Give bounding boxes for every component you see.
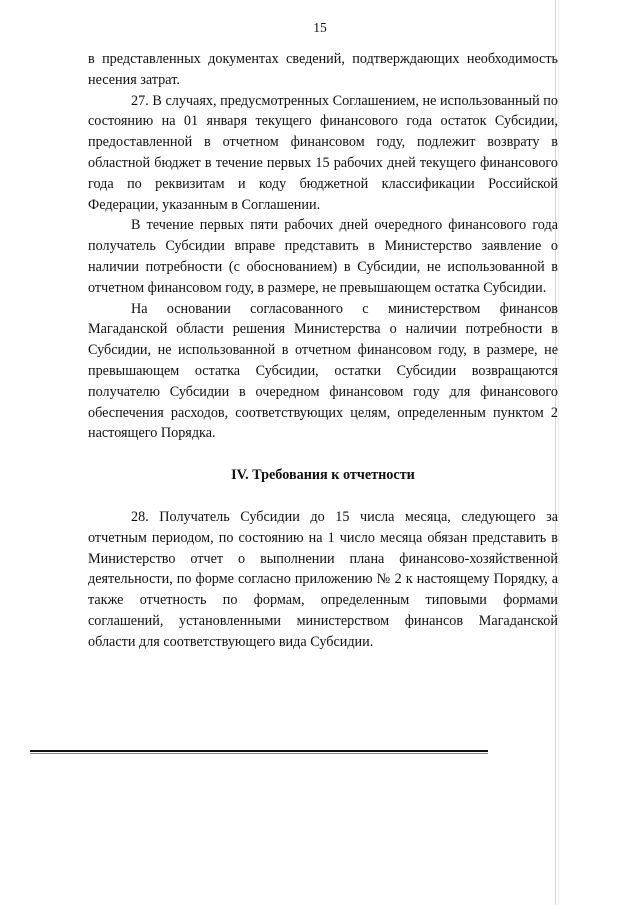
section-heading: IV. Требования к отчетности	[231, 467, 415, 484]
paragraph-27: 27. В случаях, предусмотренных Соглашением, не использованный по состоянию на 01 января текущего финансового года остаток Субсидии, предоставленной в отчетном финансовом году, подлежит возврату в областной бюджет в течение первых 15 рабочих дней текущего финансового года по реквизитам и коду бюджетной классификации Российской Федерации, указанным в Соглашении.	[88, 92, 558, 213]
page-footer-rule	[30, 750, 488, 752]
paragraph-continuation: в представленных документах сведений, подтверждающих необходимость несения затрат.	[88, 51, 558, 88]
scan-margin-line-secondary	[558, 0, 559, 905]
page-footer-rule-shadow	[30, 753, 488, 754]
paragraph-decision: На основании согласованного с министерством финансов Магаданской области решения Министерства о наличии потребности в Субсидии, не использованной в отчетном финансовом году, в размере, не превышающем остатка Субсидии, остатки Субсидии возвращаются получателю Субсидии в очередном финансовом году для финансового обеспечения расходов, соответствующих целям, определенным пунктом 2 настоящего Порядка.	[88, 300, 558, 442]
paragraph-application: В течение первых пяти рабочих дней очередного финансового года получатель Субсидии вправе представить в Министерство заявление о наличии потребности (с обоснованием) в Субсидии, не использованной в отчетном финансовом году, в размере, не превышающем остатка Субсидии.	[88, 217, 558, 296]
page-number: 15	[313, 20, 327, 35]
paragraph-28: 28. Получатель Субсидии до 15 числа месяца, следующего за отчетным периодом, по состоянию на 1 число месяца обязан представить в Министерство отчет о выполнении плана финансово-хозяйственной деятельности, по форме согласно приложению № 2 к настоящему Порядку, а также отчетность по формам, определенным типовыми формами соглашений, установленными министерством финансов Магаданской области для соответствующего вида Субсидии.	[88, 508, 558, 650]
document-body	[88, 49, 558, 653]
